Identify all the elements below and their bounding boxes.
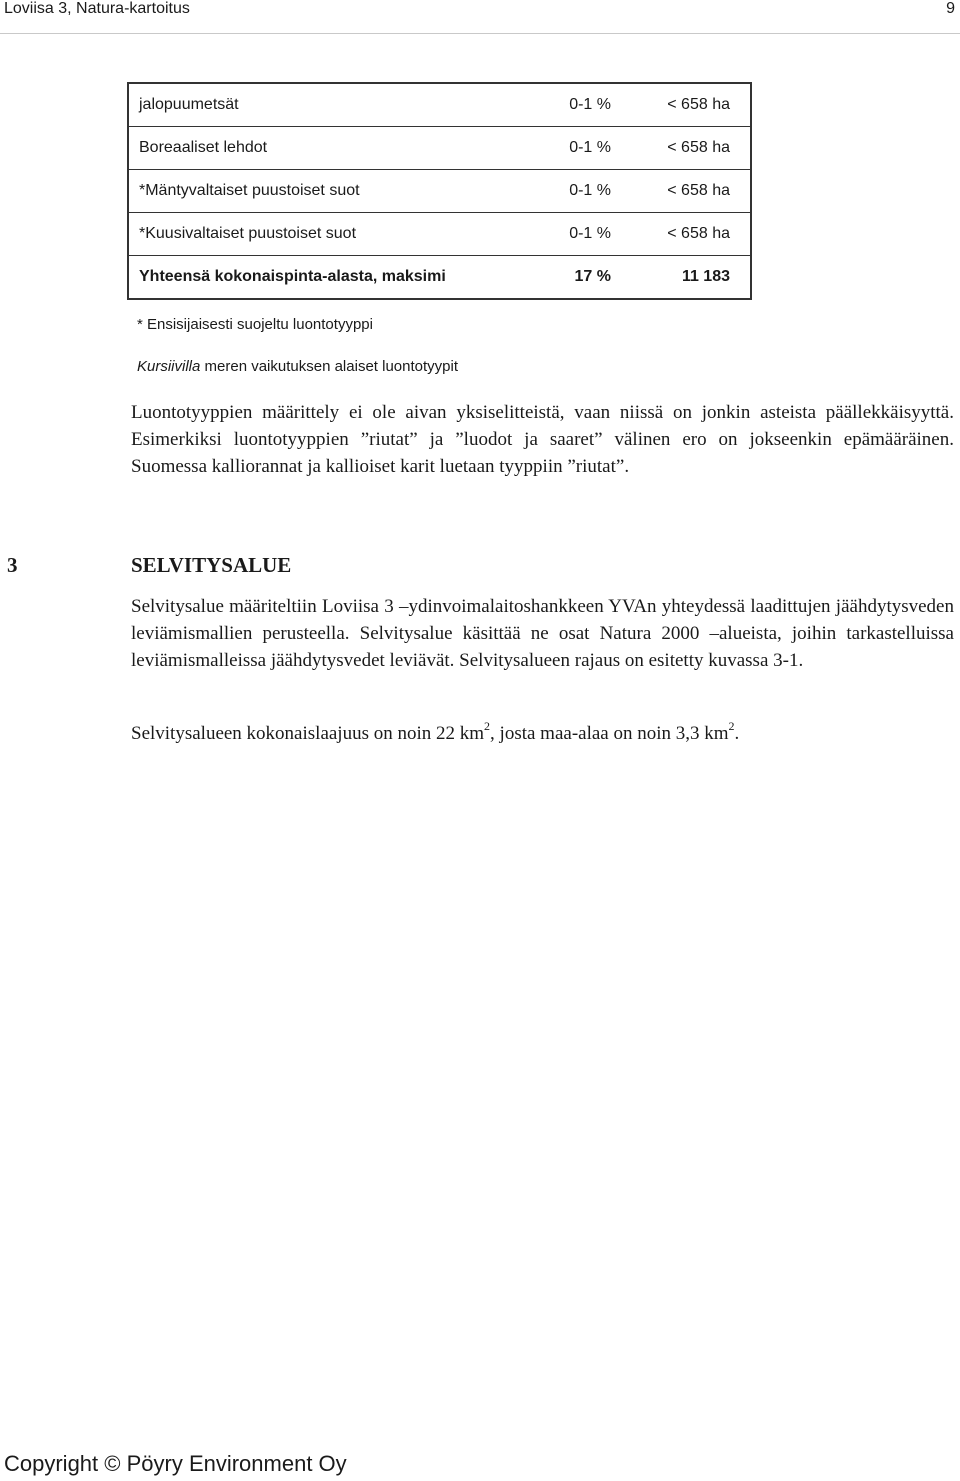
total-percent: 17 %: [574, 268, 611, 285]
page-header: [0, 0, 960, 20]
superscript: 2: [484, 719, 491, 733]
habitat-name: *Mäntyvaltaiset puustoiset suot: [128, 170, 501, 213]
priority-note: * Ensisijaisesti suojeltu luontotyyppi: [137, 316, 373, 333]
paragraph-study-area: Selvitysalue määriteltiin Loviisa 3 –ydinvoimalaitoshankkeen YVAn yhteydessä laadittujen jäähdytysveden leviämismallien perusteella. Selvitysalue käsittää ne osat Natura 2000 –alueista, joihin tarkastelluissa leviämismalleissa jäähdytysvedet leviävät. Selvitysalueen rajaus on esitetty kuvassa 3-1.: [131, 596, 954, 671]
italic-label: Kursiivilla: [137, 358, 201, 375]
area-text-3: .: [734, 723, 740, 744]
area-text-1: Selvitysalueen kokonaislaajuus on noin 22 km: [131, 723, 485, 744]
table-row: [128, 213, 751, 256]
habitat-percent: 0-1 %: [501, 213, 611, 256]
habitat-area: < 658 ha: [611, 170, 751, 213]
total-area: 11 183: [681, 268, 730, 285]
table-row: [128, 170, 751, 213]
section-number: 3: [7, 553, 18, 577]
habitat-name: Boreaaliset lehdot: [128, 127, 501, 170]
habitat-area: < 658 ha: [611, 83, 751, 127]
habitat-percent: 0-1 %: [501, 83, 611, 127]
habitat-percent: 0-1 %: [501, 170, 611, 213]
habitat-area: < 658 ha: [611, 127, 751, 170]
habitat-name: jalopuumetsät: [128, 83, 501, 127]
section-title: SELVITYSALUE: [131, 553, 292, 577]
table-total-row: [128, 256, 751, 300]
marine-note: [137, 358, 458, 375]
copyright-footer: Copyright © Pöyry Environment Oy: [4, 1451, 347, 1476]
total-label: Yhteensä kokonaispinta-alasta, maksimi: [139, 268, 446, 285]
header-divider: [0, 33, 960, 34]
marine-note-text: meren vaikutuksen alaiset luontotyypit: [200, 358, 458, 375]
table-row: [128, 83, 751, 127]
habitat-table: [127, 82, 752, 300]
area-text-2: , josta maa-alaa on noin 3,3 km: [490, 723, 729, 744]
habitat-area: < 658 ha: [611, 213, 751, 256]
document-title: Loviisa 3, Natura-kartoitus: [4, 0, 190, 17]
habitat-name: *Kuusivaltaiset puustoiset suot: [128, 213, 501, 256]
paragraph-habitat-definition: Luontotyyppien määrittely ei ole aivan yksiselitteistä, vaan niissä on jonkin asteista päällekkäisyyttä. Esimerkiksi luontotyyppien ”riutat” ja ”luodot ja saaret” välinen ero on jokseenkin epämääräinen. Suomessa kalliorannat ja kallioiset karit luetaan tyyppiin ”riutat”.: [131, 402, 954, 477]
table-row: [128, 127, 751, 170]
page-number: 9: [946, 0, 955, 17]
paragraph-area-size: [131, 720, 739, 747]
habitat-percent: 0-1 %: [501, 127, 611, 170]
superscript: 2: [728, 719, 735, 733]
